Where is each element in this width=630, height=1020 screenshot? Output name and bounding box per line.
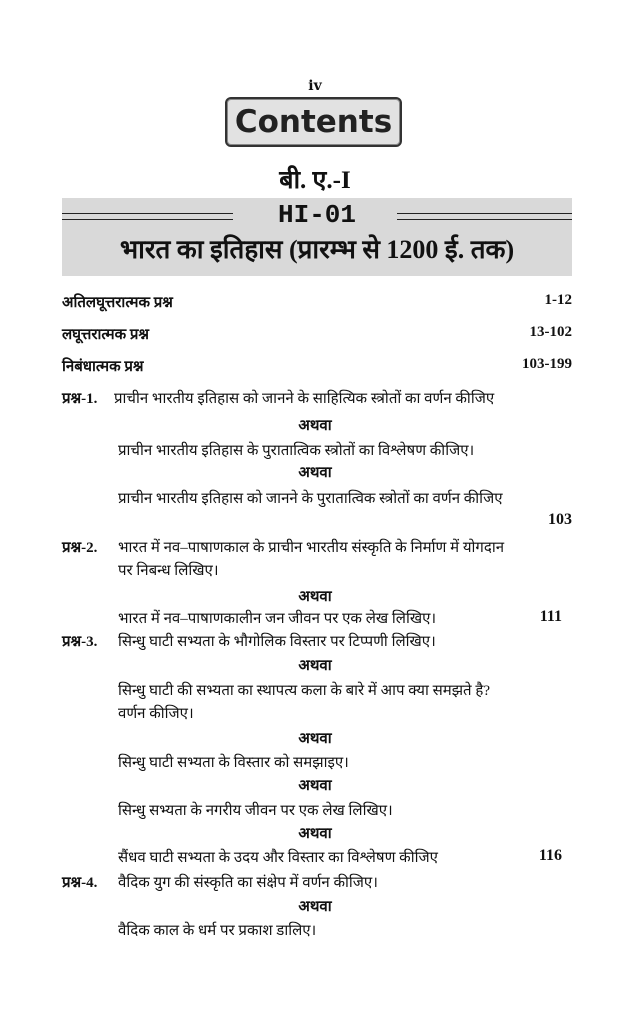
- question-line: सिन्धु घाटी की सभ्यता का स्थापत्य कला के बारे में आप क्या समझते है?: [118, 683, 490, 699]
- question-label: प्रश्न-3.: [62, 634, 98, 650]
- question-text: [118, 631, 572, 651]
- question-text: [118, 752, 572, 772]
- section-pages: 1-12: [544, 292, 572, 308]
- question-text: [118, 800, 572, 820]
- page-number-ref: 116: [538, 847, 562, 864]
- question-text: [118, 560, 572, 580]
- page-ref: [118, 511, 572, 529]
- section-row: [62, 324, 572, 344]
- or-label: अथवा: [298, 658, 332, 674]
- question-text: [118, 440, 572, 460]
- question-line: वर्णन कीजिए।: [118, 706, 194, 722]
- question-text: [118, 920, 572, 940]
- question-text: [118, 608, 562, 628]
- question-text: [114, 388, 568, 408]
- question-text: [118, 680, 572, 700]
- page-number-ref: 103: [548, 511, 572, 528]
- or-label: अथवा: [298, 778, 332, 794]
- section-row: [62, 292, 572, 312]
- contents-heading: Contents: [225, 97, 402, 147]
- section-label: निबंधात्मक प्रश्न: [62, 359, 144, 375]
- page-number: iv: [308, 78, 322, 94]
- question-label: प्रश्न-1.: [62, 391, 98, 407]
- question-text: [118, 847, 562, 867]
- or-label: अथवा: [298, 899, 332, 915]
- question-text: [118, 537, 572, 557]
- question-label: प्रश्न-2.: [62, 540, 98, 556]
- paper-code: HI-01: [277, 200, 356, 230]
- question-line: प्राचीन भारतीय इतिहास के पुरातात्विक स्त्रोतों का विश्लेषण कीजिए।: [118, 443, 475, 459]
- question-line: सिन्धु घाटी सभ्यता के विस्तार को समझाइए।: [118, 755, 349, 771]
- section-label: अतिलघूत्तरात्मक प्रश्न: [62, 295, 173, 311]
- or-label: अथवा: [298, 731, 332, 747]
- question-line: वैदिक काल के धर्म पर प्रकाश डालिए।: [118, 923, 317, 939]
- question-line: भारत में नव–पाषाणकाल के प्राचीन भारतीय संस्कृति के निर्माण में योगदान: [118, 540, 505, 556]
- page-number-ref: 111: [539, 608, 562, 625]
- question-text: [118, 488, 572, 508]
- question-text: [118, 703, 572, 723]
- question-label: प्रश्न-4.: [62, 875, 98, 891]
- question-line: प्राचीन भारतीय इतिहास को जानने के पुरातात्विक स्त्रोतों का वर्णन कीजिए: [118, 491, 503, 507]
- or-label: अथवा: [298, 826, 332, 842]
- question-line: प्राचीन भारतीय इतिहास को जानने के साहित्यिक स्त्रोतों का वर्णन कीजिए: [114, 391, 495, 407]
- course-title: बी. ए.-I: [279, 167, 351, 194]
- or-label: अथवा: [298, 589, 332, 605]
- question-line: वैदिक युग की संस्कृति का संक्षेप में वर्णन कीजिए।: [118, 875, 378, 891]
- paper-header-band: [62, 198, 572, 276]
- or-label: अथवा: [298, 465, 332, 481]
- section-row: [62, 356, 572, 376]
- section-pages: 103-199: [522, 356, 572, 372]
- or-label: अथवा: [298, 418, 332, 434]
- section-label: लघूत्तरात्मक प्रश्न: [62, 327, 150, 343]
- question-line: सिन्धु घाटी सभ्यता के भौगोलिक विस्तार पर टिप्पणी लिखिए।: [118, 634, 436, 650]
- question-line: भारत में नव–पाषाणकालीन जन जीवन पर एक लेख लिखिए।: [118, 611, 437, 627]
- question-line: सैंधव घाटी सभ्यता के उदय और विस्तार का विश्लेषण कीजिए: [118, 850, 438, 866]
- paper-title: भारत का इतिहास (प्रारम्भ से 1200 ई. तक): [119, 235, 515, 264]
- question-line: सिन्धु सभ्यता के नगरीय जीवन पर एक लेख लिखिए।: [118, 803, 393, 819]
- question-text: [118, 872, 572, 892]
- section-pages: 13-102: [529, 324, 572, 340]
- question-line: पर निबन्ध लिखिए।: [118, 563, 219, 579]
